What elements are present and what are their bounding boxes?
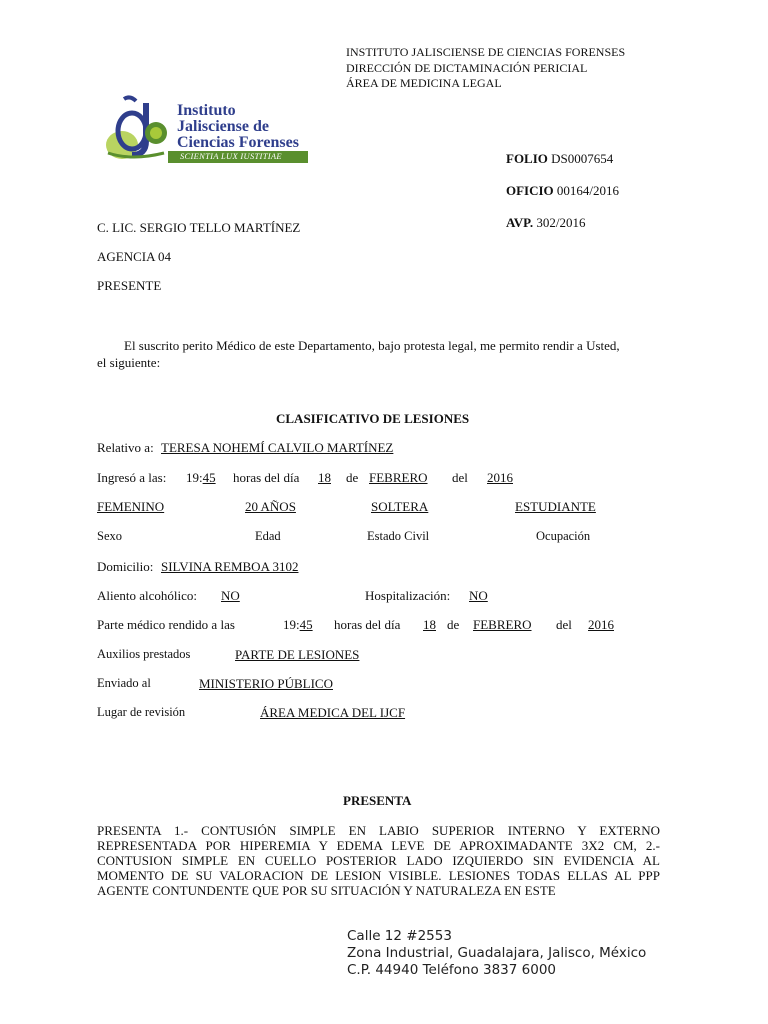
- edad-label: Edad: [255, 529, 281, 543]
- footer-city: Zona Industrial, Guadalajara, Jalisco, México: [347, 945, 647, 961]
- parte-label: Parte médico rendido a las: [97, 617, 235, 632]
- parte-time: [283, 617, 313, 633]
- sexo-label: Sexo: [97, 529, 122, 543]
- auxilios-label: Auxilios prestados: [97, 647, 191, 661]
- section-title: CLASIFICATIVO DE LESIONES: [276, 411, 470, 426]
- edad-value: 20 AÑOS: [245, 499, 296, 514]
- footer-postal-phone: C.P. 44940 Teléfono 3837 6000: [347, 962, 557, 978]
- parte-del: del: [556, 617, 572, 632]
- hospitalizacion-value: NO: [469, 588, 488, 603]
- oficio-line: [506, 183, 619, 199]
- folio-label: FOLIO: [506, 151, 548, 166]
- ingreso-del: del: [452, 470, 468, 485]
- ingreso-month: FEBRERO: [369, 470, 428, 485]
- relativo-value: TERESA NOHEMÍ CALVILO MARTÍNEZ: [161, 440, 394, 455]
- parte-day: 18: [423, 617, 436, 632]
- aliento-value: NO: [221, 588, 240, 603]
- addressee-presente: PRESENTE: [97, 278, 162, 293]
- ingreso-minutes: 45: [202, 470, 216, 485]
- folio-line: [506, 151, 613, 167]
- lugar-label: Lugar de revisión: [97, 705, 186, 719]
- logo-motto: SCIENTIA LUX IUSTITIAE: [180, 151, 282, 161]
- ingreso-time: [186, 470, 216, 486]
- avp-label: AVP.: [506, 215, 534, 230]
- header-line-direction: DIRECCIÓN DE DICTAMINACIÓN PERICIAL: [346, 61, 588, 75]
- sexo-value: FEMENINO: [97, 499, 165, 514]
- ocupacion-label: Ocupación: [536, 529, 591, 543]
- oficio-value: 00164/2016: [556, 183, 620, 198]
- ingreso-hour: 19:: [186, 470, 203, 485]
- avp-value: 302/2016: [536, 215, 586, 230]
- auxilios-value: PARTE DE LESIONES: [235, 647, 360, 662]
- parte-month: FEBRERO: [473, 617, 532, 632]
- enviado-value: MINISTERIO PÚBLICO: [199, 676, 333, 691]
- oficio-label: OFICIO: [506, 183, 554, 198]
- intro-line2: el siguiente:: [97, 355, 161, 370]
- addressee-agency: AGENCIA 04: [97, 249, 172, 264]
- presenta-body: PRESENTA 1.- CONTUSIÓN SIMPLE EN LABIO SUPERIOR INTERNO Y EXTERNO REPRESENTADA POR HIPEREMIA Y EDEMA LEVE DE APROXIMADANTE 3X2 CM, 2.- CONTUSION SIMPLE EN CUELLO POSTERIOR LADO IZQUIERDO SIN EVIDENCIA AL MOMENTO DE SU VALORACION DE LESION VISIBLE. LESIONES TODAS ELLAS AL PPP AGENTE CONTUNDENTE QUE POR SU SITUACIÓN Y NATURALEZA EN ESTE: [97, 823, 660, 898]
- ingreso-horas-label: horas del día: [233, 470, 300, 485]
- parte-horas-label: horas del día: [334, 617, 401, 632]
- header-line-institute: INSTITUTO JALISCIENSE DE CIENCIAS FORENSES: [346, 45, 626, 59]
- ingreso-day: 18: [318, 470, 331, 485]
- avp-line: [506, 215, 585, 231]
- estado-civil-label: Estado Civil: [367, 529, 430, 543]
- institute-logo: [102, 93, 312, 168]
- ijcf-emblem-icon: [102, 93, 178, 165]
- ingreso-year: 2016: [487, 470, 513, 485]
- domicilio-label: Domicilio:: [97, 559, 154, 574]
- folio-value: DS0007654: [551, 151, 614, 166]
- parte-de: de: [447, 617, 460, 632]
- ingreso-de: de: [346, 470, 359, 485]
- footer-street: Calle 12 #2553: [347, 928, 452, 944]
- addressee-name: C. LIC. SERGIO TELLO MARTÍNEZ: [97, 220, 301, 235]
- intro-line1: El suscrito perito Médico de este Departamento, bajo protesta legal, me permito rendir a Usted,: [124, 338, 620, 353]
- aliento-label: Aliento alcohólico:: [97, 588, 198, 603]
- ocupacion-value: ESTUDIANTE: [515, 499, 596, 514]
- logo-text-line2: Jalisciense de: [177, 118, 269, 135]
- logo-text-line1: Instituto: [177, 102, 236, 119]
- parte-year: 2016: [588, 617, 614, 632]
- parte-minutes: 45: [299, 617, 313, 632]
- ingreso-label: Ingresó a las:: [97, 470, 167, 485]
- enviado-label: Enviado al: [97, 676, 151, 690]
- domicilio-value: SILVINA REMBOA 3102: [161, 559, 299, 574]
- presenta-title: PRESENTA: [343, 793, 412, 808]
- header-line-area: ÁREA DE MEDICINA LEGAL: [346, 76, 502, 90]
- estado-civil-value: SOLTERA: [371, 499, 429, 514]
- relativo-label: Relativo a:: [97, 440, 154, 455]
- parte-hour: 19:: [283, 617, 300, 632]
- hospitalizacion-label: Hospitalización:: [365, 588, 451, 603]
- logo-text-line3: Ciencias Forenses: [177, 134, 299, 151]
- lugar-value: ÁREA MEDICA DEL IJCF: [260, 705, 406, 720]
